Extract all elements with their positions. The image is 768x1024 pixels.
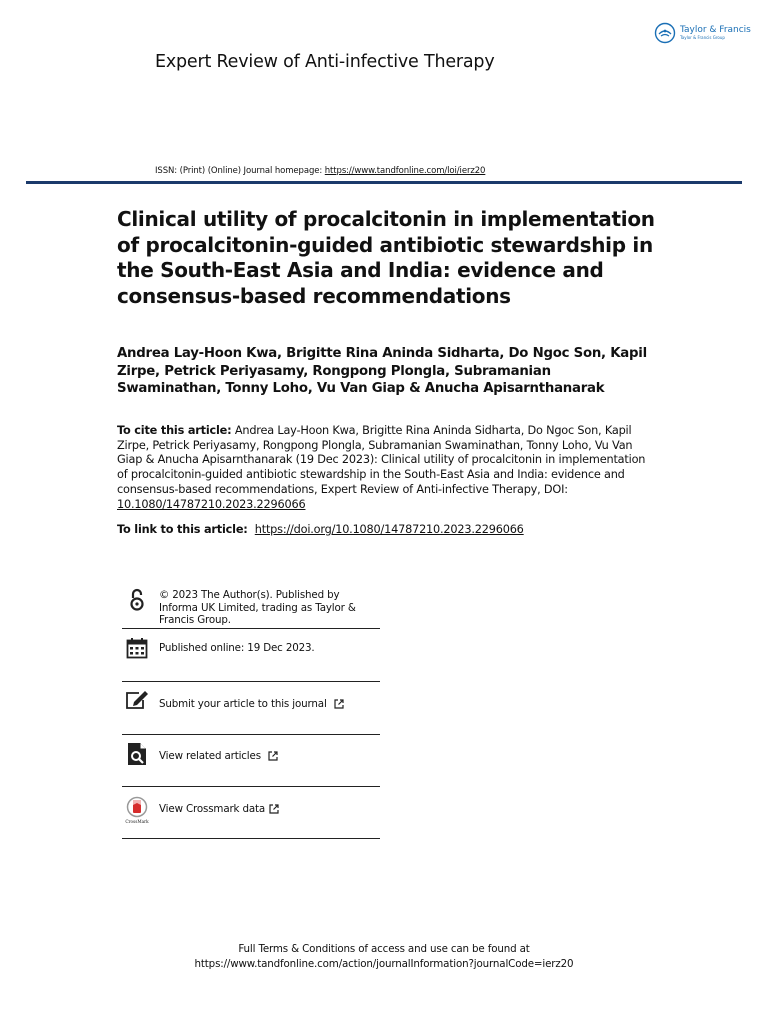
info-divider [122, 734, 380, 735]
header-rule [26, 181, 742, 184]
article-link-line [117, 523, 524, 536]
related-articles-link[interactable]: View related articles [159, 750, 261, 762]
journal-title: Expert Review of Anti-infective Therapy [155, 52, 495, 72]
publisher-logo[interactable] [654, 22, 751, 44]
calendar-icon [126, 637, 148, 659]
journal-homepage-link[interactable]: https://www.tandfonline.com/loi/ierz20 [324, 166, 486, 176]
document-search-icon [127, 742, 147, 766]
info-divider [122, 628, 380, 629]
submit-article-link[interactable]: Submit your article to this journal [159, 698, 327, 710]
published-item [122, 637, 380, 659]
submit-article-item[interactable] [122, 690, 380, 711]
crossmark-link[interactable]: View Crossmark data [159, 803, 266, 815]
open-access-icon [129, 588, 145, 612]
issn-line [155, 166, 485, 176]
citation-block [117, 424, 647, 512]
terms-footer [0, 942, 768, 972]
edit-icon [125, 690, 149, 710]
article-doi-link[interactable]: https://doi.org/10.1080/14787210.2023.2296066 [254, 523, 524, 536]
issn-text: ISSN: (Print) (Online) Journal homepage: [155, 166, 325, 176]
crossmark-badge-label: CrossMark [125, 819, 149, 824]
publisher-subname: Taylor & Francis Group [680, 35, 725, 40]
info-divider [122, 838, 380, 839]
external-link-icon [334, 699, 344, 709]
info-divider [122, 786, 380, 787]
article-link-label: To link to this article: [117, 523, 252, 536]
taylor-francis-logo-icon [654, 22, 676, 44]
publisher-name: Taylor & Francis [680, 25, 751, 35]
published-date: Published online: 19 Dec 2023. [159, 642, 315, 654]
citation-text: Andrea Lay-Hoon Kwa, Brigitte Rina Aninda Sidharta, Do Ngoc Son, Kapil Zirpe, Petrick Periyasamy, Rongpong Plongla, Subramanian Swaminathan, Tonny Loho, Vu Van Giap & Anucha Apisarnthanarak (19 Dec 2023): Clinical utility of procalcitonin in implementation of procalcitonin-guided antibiotic stewardship in the South-East Asia and India: evidence and consensus-based recommendations, Expert Review of Anti-infective Therapy, DOI: [117, 424, 646, 496]
external-link-icon [269, 804, 279, 814]
citation-label: To cite this article: [117, 424, 232, 437]
related-articles-item[interactable] [122, 742, 380, 766]
article-authors: Andrea Lay-Hoon Kwa, Brigitte Rina Aninda Sidharta, Do Ngoc Son, Kapil Zirpe, Petrick Periyasamy, Rongpong Plongla, Subramanian Swaminathan, Tonny Loho, Vu Van Giap & Anucha Apisarnthanarak [117, 346, 647, 396]
terms-link[interactable]: https://www.tandfonline.com/action/journalInformation?journalCode=ierz20 [194, 958, 574, 970]
crossmark-item[interactable] [122, 796, 380, 824]
citation-doi-link[interactable]: 10.1080/14787210.2023.2296066 [117, 497, 306, 511]
article-title: Clinical utility of procalcitonin in implementation of procalcitonin-guided antibiotic stewardship in the South-East Asia and India: evidence and consensus-based recommendations [117, 207, 655, 308]
info-divider [122, 681, 380, 682]
open-access-text: © 2023 The Author(s). Published by Informa UK Limited, trading as Taylor & Francis Group. [159, 589, 356, 626]
crossmark-icon [124, 796, 150, 824]
terms-text: Full Terms & Conditions of access and use can be found at [238, 943, 530, 955]
open-access-item [122, 588, 380, 627]
external-link-icon [268, 751, 278, 761]
